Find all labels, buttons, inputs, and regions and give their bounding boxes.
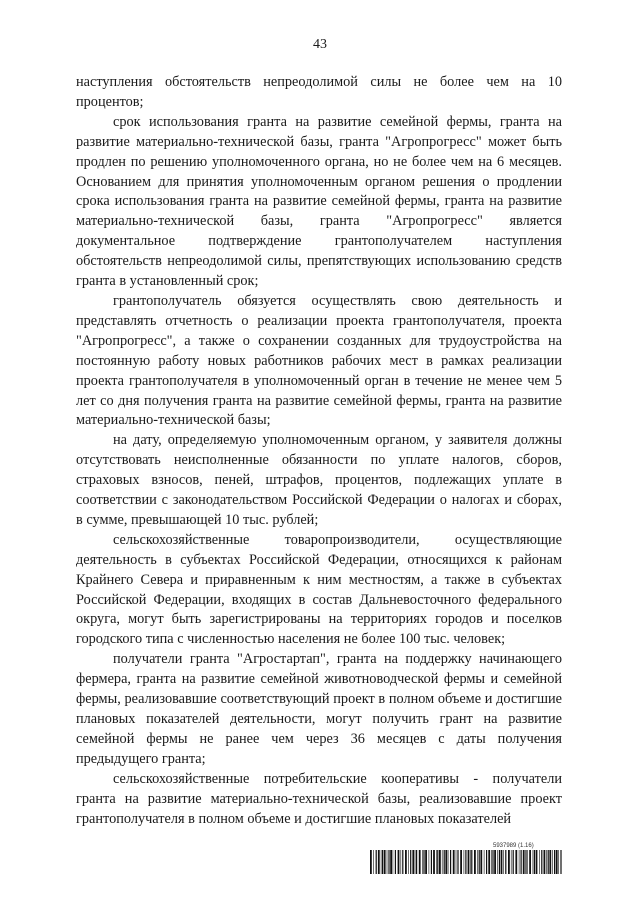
paragraph: сельскохозяйственные потребительские кооперативы - получатели гранта на развитие материально-технической базы, реализовавшие проект грантополучателя в полном объеме и достигшие плановых показателей — [76, 770, 562, 827]
page-number: 43 — [313, 37, 327, 52]
paragraph: сельскохозяйственные товаропроизводители, осуществляющие деятельность в субъектах Российской Федерации, относящихся к районам Крайнего Севера и приравненным к ним местностям, а также в субъектах Российской Федерации, входящих в состав Дальневосточного федерального округа, могут быть зарегистрированы на территориях городов и поселков городского типа с численностью населения не более 100 тыс. человек; — [76, 531, 562, 648]
paragraph: наступления обстоятельств непреодолимой силы не более чем на 10 процентов; — [76, 74, 562, 110]
barcode-caption: 5937989 (1.16) — [493, 843, 534, 849]
barcode-icon — [370, 850, 562, 874]
body-text — [76, 73, 562, 829]
paragraph: грантополучатель обязуется осуществлять свою деятельность и представлять отчетность о реализации проекта грантополучателя, проекта "Агропрогресс", а также о сохранении созданных для трудоустройства на постоянную работу новых работников рабочих мест в рамках реализации проекта грантополучателя в уполномоченный орган в течение не менее чем 5 лет со дня получения гранта на развитие семейной фермы, гранта на развитие материально-технической базы; — [76, 292, 562, 429]
paragraph: на дату, определяемую уполномоченным органом, у заявителя должны отсутствовать неисполненные обязанности по уплате налогов, сборов, страховых взносов, пеней, штрафов, процентов, подлежащих уплате в соответствии с законодательством Российской Федерации о налогах и сборах, в сумме, превышающей 10 тыс. рублей; — [76, 432, 562, 528]
paragraph: получатели гранта "Агростартап", гранта на поддержку начинающего фермера, гранта на развитие семейной животноводческой фермы и семейной фермы, реализовавшие соответствующий проект в полном объеме и достигшие плановых показателей деятельности, могут получить грант на развитие семейной фермы не ранее чем через 36 месяцев с даты получения предыдущего гранта; — [76, 651, 562, 767]
paragraph: срок использования гранта на развитие семейной фермы, гранта на развитие материально-технической базы, гранта "Агропрогресс" может быть продлен по решению уполномоченного органа, но не более чем на 6 месяцев. Основанием для принятия уполномоченным органом решения о продлении срока использования гранта на развитие семейной фермы, гранта на развитие материально-технической базы, гранта "Агропрогресс" является документальное подтверждение грантополучателем наступления обстоятельств непреодолимой силы, препятствующих использованию средств гранта в установленный срок; — [76, 113, 562, 290]
